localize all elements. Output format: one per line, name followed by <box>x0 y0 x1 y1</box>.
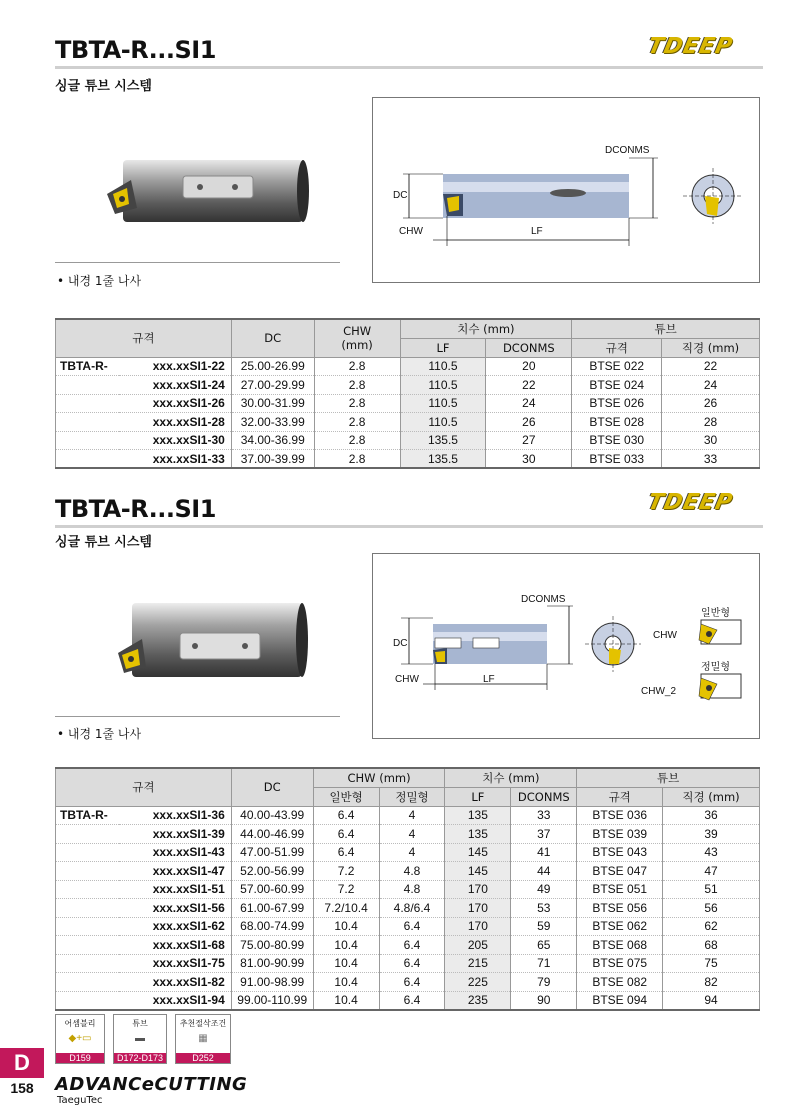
row-lf: 110.5 <box>400 357 486 376</box>
row-dconms: 30 <box>486 450 572 469</box>
row-chw-normal: 10.4 <box>313 936 379 955</box>
row-tube: BTSE 075 <box>577 954 663 973</box>
row-chw-precision: 6.4 <box>379 973 445 992</box>
header-spec: 규격 <box>56 319 232 357</box>
table-row <box>56 825 760 844</box>
row-code: xxx.xxSI1-30 <box>119 431 231 450</box>
row-tube: BTSE 082 <box>577 973 663 992</box>
row-chw: 2.8 <box>314 450 400 469</box>
row-dc: 30.00-31.99 <box>231 394 314 413</box>
footer-refs <box>55 1014 235 1064</box>
section1-dim-lf: LF <box>531 226 543 237</box>
row-dia: 56 <box>663 899 760 918</box>
header-chw: CHW (mm) <box>313 768 445 787</box>
row-dia: 68 <box>663 936 760 955</box>
section2-title: TBTA-R...SI1 <box>55 495 216 523</box>
section2-subtitle: 싱글 튜브 시스템 <box>55 535 152 550</box>
row-chw-precision: 4 <box>379 825 445 844</box>
row-dconms: 26 <box>486 413 572 432</box>
header-tube-spec: 규격 <box>577 787 663 806</box>
table-row <box>56 936 760 955</box>
brand-logo: ADVANCeCUTTING <box>55 1074 248 1095</box>
row-tube: BTSE 094 <box>577 991 663 1010</box>
section2-product-image <box>110 595 310 685</box>
row-dia: 33 <box>662 450 760 469</box>
header-chw-normal: 일반형 <box>313 787 379 806</box>
row-chw-normal: 10.4 <box>313 917 379 936</box>
row-chw-precision: 4 <box>379 806 445 825</box>
row-chw-precision: 4.8 <box>379 862 445 881</box>
row-chw-normal: 7.2 <box>313 862 379 881</box>
section2-dim-dc: DC <box>393 638 408 649</box>
row-prefix <box>56 917 120 936</box>
section-letter: D <box>0 1048 44 1078</box>
row-chw: 2.8 <box>314 394 400 413</box>
row-dconms: 65 <box>511 936 577 955</box>
section1-dim-chw: CHW <box>399 226 423 237</box>
row-prefix <box>56 862 120 881</box>
header-lf: LF <box>445 787 511 806</box>
section2-title-rule <box>55 525 763 528</box>
table-row <box>56 376 760 395</box>
row-dconms: 33 <box>511 806 577 825</box>
row-dconms: 79 <box>511 973 577 992</box>
row-dia: 30 <box>662 431 760 450</box>
table-row <box>56 450 760 469</box>
row-prefix <box>56 973 120 992</box>
row-chw-precision: 4.8 <box>379 880 445 899</box>
row-code: xxx.xxSI1-24 <box>119 376 231 395</box>
row-dc: 91.00-98.99 <box>231 973 313 992</box>
row-dc: 75.00-80.99 <box>231 936 313 955</box>
row-tube: BTSE 024 <box>572 376 662 395</box>
header-dconms: DCONMS <box>511 787 577 806</box>
row-dconms: 22 <box>486 376 572 395</box>
row-dconms: 59 <box>511 917 577 936</box>
section1-product-image <box>95 150 315 235</box>
row-lf: 205 <box>445 936 511 955</box>
row-dia: 36 <box>663 806 760 825</box>
row-prefix <box>56 843 120 862</box>
row-code: xxx.xxSI1-62 <box>119 917 231 936</box>
table-row <box>56 413 760 432</box>
row-dc: 99.00-110.99 <box>231 991 313 1010</box>
table-row <box>56 357 760 376</box>
row-chw-precision: 6.4 <box>379 917 445 936</box>
page-number: 158 <box>10 1080 34 1096</box>
section1-dim-dconms: DCONMS <box>605 145 650 156</box>
row-dc: 61.00-67.99 <box>231 899 313 918</box>
row-dia: 43 <box>663 843 760 862</box>
row-prefix <box>56 936 120 955</box>
section1-subtitle: 싱글 튜브 시스템 <box>55 79 152 94</box>
table-row <box>56 973 760 992</box>
row-dconms: 27 <box>486 431 572 450</box>
row-dia: 94 <box>663 991 760 1010</box>
row-tube: BTSE 028 <box>572 413 662 432</box>
row-prefix <box>56 450 120 469</box>
row-code: xxx.xxSI1-28 <box>119 413 231 432</box>
row-code: xxx.xxSI1-22 <box>119 357 231 376</box>
header-dc: DC <box>231 319 314 357</box>
row-lf: 170 <box>445 917 511 936</box>
row-tube: BTSE 051 <box>577 880 663 899</box>
row-prefix: TBTA-R- <box>56 806 120 825</box>
header-tube-dia: 직경 (mm) <box>663 787 760 806</box>
section1-dim-dc: DC <box>393 190 408 201</box>
table-row <box>56 843 760 862</box>
row-code: xxx.xxSI1-43 <box>119 843 231 862</box>
header-tube: 튜브 <box>572 319 760 338</box>
section1-tdeep-logo: TDEEP <box>645 34 736 59</box>
row-prefix <box>56 899 120 918</box>
table-row <box>56 991 760 1010</box>
section1-feature-rule <box>55 262 340 263</box>
section1-spec-table <box>55 318 760 469</box>
row-dia: 82 <box>663 973 760 992</box>
row-dia: 24 <box>662 376 760 395</box>
row-chw-normal: 6.4 <box>313 843 379 862</box>
row-code: xxx.xxSI1-39 <box>119 825 231 844</box>
row-dia: 51 <box>663 880 760 899</box>
table-row <box>56 899 760 918</box>
header-chw: CHW (mm) <box>314 319 400 357</box>
row-chw-precision: 6.4 <box>379 936 445 955</box>
row-prefix <box>56 991 120 1010</box>
header-spec: 규격 <box>56 768 232 806</box>
row-dia: 26 <box>662 394 760 413</box>
row-dconms: 44 <box>511 862 577 881</box>
row-dc: 27.00-29.99 <box>231 376 314 395</box>
row-chw-precision: 4.8/6.4 <box>379 899 445 918</box>
row-dconms: 20 <box>486 357 572 376</box>
row-tube: BTSE 062 <box>577 917 663 936</box>
row-dc: 47.00-51.99 <box>231 843 313 862</box>
row-chw-normal: 7.2 <box>313 880 379 899</box>
row-chw-normal: 10.4 <box>313 973 379 992</box>
row-prefix <box>56 394 120 413</box>
section2-dim-normal: 일반형 <box>701 608 730 619</box>
section2-dim-chw-normal: CHW <box>653 630 677 641</box>
header-tube-spec: 규격 <box>572 338 662 357</box>
header-tube: 튜브 <box>577 768 760 787</box>
section2-drawing <box>372 553 760 739</box>
row-prefix <box>56 825 120 844</box>
row-dconms: 53 <box>511 899 577 918</box>
section2-dim-chw2: CHW_2 <box>641 686 677 697</box>
header-dconms: DCONMS <box>486 338 572 357</box>
table-row <box>56 806 760 825</box>
brand-sub: TaeguTec <box>57 1095 103 1106</box>
tube-icon: ▬ <box>135 1033 145 1044</box>
row-lf: 135 <box>445 825 511 844</box>
header-dims: 치수 (mm) <box>400 319 572 338</box>
section1-title: TBTA-R...SI1 <box>55 36 216 64</box>
assembly-icon: ◆+▭ <box>68 1033 92 1044</box>
row-lf: 110.5 <box>400 376 486 395</box>
row-dc: 57.00-60.99 <box>231 880 313 899</box>
row-dia: 62 <box>663 917 760 936</box>
row-dc: 52.00-56.99 <box>231 862 313 881</box>
table-row <box>56 917 760 936</box>
row-lf: 225 <box>445 973 511 992</box>
row-dia: 39 <box>663 825 760 844</box>
row-dc: 25.00-26.99 <box>231 357 314 376</box>
row-lf: 145 <box>445 862 511 881</box>
table-row <box>56 954 760 973</box>
row-chw: 2.8 <box>314 357 400 376</box>
row-code: xxx.xxSI1-68 <box>119 936 231 955</box>
footer-ref-assembly[interactable]: 어셈블리 ◆+▭ D159 <box>55 1014 105 1064</box>
row-tube: BTSE 026 <box>572 394 662 413</box>
row-lf: 170 <box>445 899 511 918</box>
row-lf: 135 <box>445 806 511 825</box>
row-dconms: 41 <box>511 843 577 862</box>
section2-dim-precision: 정밀형 <box>701 662 730 673</box>
section2-feature-rule <box>55 716 340 717</box>
row-chw-normal: 10.4 <box>313 954 379 973</box>
section2-dim-chw: CHW <box>395 674 419 685</box>
row-lf: 235 <box>445 991 511 1010</box>
row-code: xxx.xxSI1-94 <box>119 991 231 1010</box>
row-chw: 2.8 <box>314 413 400 432</box>
section1-drawing <box>372 97 760 283</box>
row-code: xxx.xxSI1-26 <box>119 394 231 413</box>
row-lf: 110.5 <box>400 413 486 432</box>
footer-ref-cutting-conditions[interactable]: 추천절삭조건 ▦ D252 <box>175 1014 231 1064</box>
row-tube: BTSE 043 <box>577 843 663 862</box>
row-dconms: 24 <box>486 394 572 413</box>
section2-tdeep-logo: TDEEP <box>645 490 736 515</box>
row-dia: 22 <box>662 357 760 376</box>
section2-dim-lf: LF <box>483 674 495 685</box>
row-chw-normal: 10.4 <box>313 991 379 1010</box>
header-lf: LF <box>400 338 486 357</box>
header-dc: DC <box>231 768 313 806</box>
row-code: xxx.xxSI1-33 <box>119 450 231 469</box>
row-chw: 2.8 <box>314 376 400 395</box>
footer-ref-tube[interactable]: 튜브 ▬ D172-D173 <box>113 1014 167 1064</box>
row-lf: 135.5 <box>400 431 486 450</box>
section2-dim-dconms: DCONMS <box>521 594 566 605</box>
row-dconms: 71 <box>511 954 577 973</box>
section1-feature: • 내경 1줄 나사 <box>57 274 142 288</box>
row-chw-normal: 6.4 <box>313 825 379 844</box>
header-chw-precision: 정밀형 <box>379 787 445 806</box>
row-dconms: 37 <box>511 825 577 844</box>
row-dc: 40.00-43.99 <box>231 806 313 825</box>
row-chw: 2.8 <box>314 431 400 450</box>
row-chw-precision: 6.4 <box>379 991 445 1010</box>
row-tube: BTSE 068 <box>577 936 663 955</box>
row-tube: BTSE 030 <box>572 431 662 450</box>
row-code: xxx.xxSI1-36 <box>119 806 231 825</box>
row-prefix <box>56 954 120 973</box>
row-dia: 28 <box>662 413 760 432</box>
row-chw-normal: 6.4 <box>313 806 379 825</box>
row-chw-normal: 7.2/10.4 <box>313 899 379 918</box>
row-tube: BTSE 036 <box>577 806 663 825</box>
row-dia: 75 <box>663 954 760 973</box>
row-prefix <box>56 880 120 899</box>
table-row <box>56 862 760 881</box>
table-row <box>56 394 760 413</box>
row-lf: 215 <box>445 954 511 973</box>
row-tube: BTSE 039 <box>577 825 663 844</box>
row-tube: BTSE 022 <box>572 357 662 376</box>
row-code: xxx.xxSI1-75 <box>119 954 231 973</box>
row-code: xxx.xxSI1-47 <box>119 862 231 881</box>
row-tube: BTSE 047 <box>577 862 663 881</box>
table-row <box>56 880 760 899</box>
row-dc: 34.00-36.99 <box>231 431 314 450</box>
row-dc: 68.00-74.99 <box>231 917 313 936</box>
table-row <box>56 431 760 450</box>
row-lf: 135.5 <box>400 450 486 469</box>
row-lf: 145 <box>445 843 511 862</box>
section2-spec-table <box>55 767 760 1011</box>
cutting-conditions-icon: ▦ <box>198 1033 208 1044</box>
row-prefix <box>56 376 120 395</box>
row-dia: 47 <box>663 862 760 881</box>
row-dc: 44.00-46.99 <box>231 825 313 844</box>
row-prefix <box>56 431 120 450</box>
header-dims: 치수 (mm) <box>445 768 577 787</box>
section1-title-rule <box>55 66 763 69</box>
row-prefix <box>56 413 120 432</box>
row-code: xxx.xxSI1-51 <box>119 880 231 899</box>
row-dc: 37.00-39.99 <box>231 450 314 469</box>
row-tube: BTSE 056 <box>577 899 663 918</box>
row-chw-precision: 4 <box>379 843 445 862</box>
row-dc: 32.00-33.99 <box>231 413 314 432</box>
row-prefix: TBTA-R- <box>56 357 120 376</box>
section2-feature: • 내경 1줄 나사 <box>57 727 142 741</box>
row-dconms: 49 <box>511 880 577 899</box>
row-code: xxx.xxSI1-82 <box>119 973 231 992</box>
row-dconms: 90 <box>511 991 577 1010</box>
header-tube-dia: 직경 (mm) <box>662 338 760 357</box>
row-dc: 81.00-90.99 <box>231 954 313 973</box>
row-tube: BTSE 033 <box>572 450 662 469</box>
row-lf: 110.5 <box>400 394 486 413</box>
row-lf: 170 <box>445 880 511 899</box>
row-code: xxx.xxSI1-56 <box>119 899 231 918</box>
row-chw-precision: 6.4 <box>379 954 445 973</box>
